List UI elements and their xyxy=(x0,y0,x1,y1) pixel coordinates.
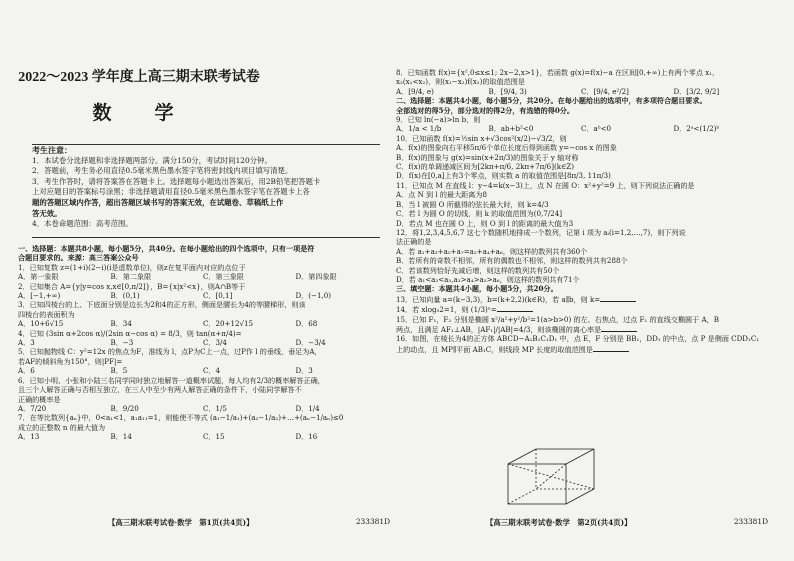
footer-text: 【高三期末联考试卷·数学 第1页(共4页)】 xyxy=(108,518,254,527)
option: D．1/4 xyxy=(295,403,320,413)
footer-text: 【高三期末联考试卷·数学 第2页(共4页)】 xyxy=(486,518,632,527)
option: B．[9/4, 3) xyxy=(488,86,527,96)
option: B．ab+b²<0 xyxy=(488,124,534,134)
question-12: 12．将1,2,3,4,5,6,7 这七个数随机地排成一个数列，记第 i 项为 aᵢ(i=1,2,…,7)，则下列说 xyxy=(396,227,686,237)
cube-edge xyxy=(566,489,594,504)
question-2-options xyxy=(18,291,388,300)
option: C．15 xyxy=(203,432,225,442)
option: A．[9/4, e) xyxy=(396,86,434,96)
option: C．1/5 xyxy=(203,403,227,413)
cube-figure xyxy=(502,446,612,508)
question-5-options xyxy=(18,366,388,375)
question-11-option: D．若点 M 也在圆 O 上，则 O 到 l 的距离的最大值为3 xyxy=(396,218,574,228)
question-10-option: A．f(x)的图象向右平移5π/6个单位长度后得到函数 y=−cos x 的图象 xyxy=(396,143,617,153)
option: D．−3/4 xyxy=(295,338,326,348)
notice-item: 2．答题前，考生务必用直径0.5毫米黑色墨水签字笔将密封线内项目填写清楚。 xyxy=(32,166,293,176)
question-4-options xyxy=(18,338,388,347)
answer-blank xyxy=(593,344,629,352)
option: C．4 xyxy=(203,366,221,376)
question-1: 1．已知复数 z=(1+i)(2−i)(i是虚数单位)，则z在复平面内对应的点位于 xyxy=(18,262,246,272)
option: C．20+12√15 xyxy=(203,319,254,329)
question-15-cont xyxy=(396,324,766,334)
question-13 xyxy=(396,294,766,304)
answer-blank xyxy=(497,304,533,312)
option: D．16 xyxy=(295,432,318,442)
option: A．1/a < 1/b xyxy=(396,124,442,134)
question-3-cont: 四棱台的表面积为 xyxy=(18,309,75,319)
question-12-option: B．若所有的奇数不相邻，所有的偶数也不相邻，则这样的数列共有288个 xyxy=(396,256,628,266)
footer-code: 233381D xyxy=(355,517,390,526)
exam-page-left xyxy=(14,48,402,533)
question-11: 11．已知点 M 在直线 l：y−4=k(x−3)上，点 N 在圆 O：x²+y²=9 上，则下列说法正确的是 xyxy=(396,180,695,190)
question-6-cont: 且三个人解答正确与否相互独立，在三人中至少有两人解答正确的条件下，小陆同学解答不 xyxy=(18,385,302,395)
question-13-text: 13．已知向量 a=(k−3,3)，b=(k+2,2)(k∈R)，若 a∥b，则 k= xyxy=(396,294,601,304)
cube-diagonal xyxy=(508,464,594,489)
option: A．3 xyxy=(18,338,35,348)
question-14 xyxy=(396,304,766,314)
question-8-options xyxy=(396,87,766,96)
question-2: 2．已知集合 A={y|y=cos x,x∈[0,π/2]}，B={x|x²<x}，则A∩B等于 xyxy=(18,281,246,291)
option: A．7/20 xyxy=(18,403,47,413)
answer-blank xyxy=(601,324,637,332)
option: A．6 xyxy=(18,366,35,376)
question-7-options xyxy=(18,432,388,441)
option: D．2ᵃ<(1/2)ᵇ xyxy=(673,124,720,134)
question-14-text: 14．若 xlog₃2=1，则 (1/3)ˣ= xyxy=(396,305,497,315)
notice-item: 4．本卷命题范围：高考范围。 xyxy=(32,219,133,229)
question-16-text: 上的动点，且 MP∥平面 AB₁C，则线段 MP 长度的取值范围是 xyxy=(396,344,593,354)
exam-page-right xyxy=(392,48,780,533)
question-6-options xyxy=(18,404,388,413)
question-16: 16．如图，在棱长为4的正方体 ABCD−A₁B₁C₁D₁ 中，点 E，F 分别是 BB₁，DD₁ 的中点，点 P 是侧面 CDD₁C₁ xyxy=(396,334,760,344)
cube-front-face xyxy=(508,464,566,504)
page-footer xyxy=(14,517,398,529)
question-12-option: D．若 a₁<a₂<a₃,a₃>a₄>a₅>a₆，则这样的数列共有71个 xyxy=(396,274,580,284)
question-11-option: C．若 l 为圆 O 的切线，则 k 的取值范围为(0,7/24] xyxy=(396,209,562,219)
question-12-option: C．若该数列恰好先减后增，则这样的数列共有50个 xyxy=(396,265,560,275)
option: D．[3/2, 9/2] xyxy=(673,86,720,96)
exam-title: 2022～2023 学年度上高三期末联考试卷 xyxy=(18,70,260,85)
question-7-cont: 成立的正整数 n 的最大值为 xyxy=(18,422,106,432)
question-10: 10．已知函数 f(x)=½sin x+√3cos²(x/2)−√3/2，则 xyxy=(396,133,567,143)
question-15-text: 两点，且满足 AF₁⊥AB，|AF₁|/|AB|=4/3，则该椭圆的离心率是 xyxy=(396,324,602,334)
option: B．9/20 xyxy=(110,403,139,413)
question-12-cont: 法正确的是 xyxy=(396,237,432,247)
option: B．−3 xyxy=(110,338,134,348)
question-16-cont xyxy=(396,344,766,354)
question-15: 15．已知 F₁，F₂ 分别是椭圆 x²/a²+y²/b²=1(a>b>0) 的左、右焦点，过点 F₁ 的直线交椭圆于 A，B xyxy=(396,314,719,324)
option: D．(−1,0) xyxy=(295,291,332,301)
option: D．第四象限 xyxy=(295,272,337,282)
notice-item: 答无效。 xyxy=(32,208,62,218)
right-page-questions xyxy=(396,68,766,354)
option: A．10+6√15 xyxy=(18,319,64,329)
notice-item: 上对应题目的答案标号涂黑；非选择题请用直径0.5毫米黑色墨水签字笔在答题卡上各 xyxy=(32,187,310,197)
question-9-options xyxy=(396,124,766,133)
question-9: 9．已知 ln(−a)>ln b，则 xyxy=(396,115,481,125)
answer-blank xyxy=(600,294,636,302)
question-10-option: D．f(x)在[0,a]上有3个零点，则实数 a 的取值范围是[8π/3, 11π/3) xyxy=(396,171,611,181)
question-5-cont: 若AF的倾斜角为150°，则|PF|= xyxy=(18,356,123,366)
notice-item: 3．考生作答时，请将答案答在答题卡上。选择题每小题选出答案后，用2B铅笔把答题卡 xyxy=(32,176,321,186)
question-4: 4．已知 (3sin α+2cos α)/(2sin α−cos α) = 8/3，则 tan(α+π/4)= xyxy=(18,328,242,338)
notice-heading: 考生注意： xyxy=(32,145,72,155)
option: C．aᵇ<0 xyxy=(581,124,612,134)
section-1-questions xyxy=(18,244,388,442)
option: B．34 xyxy=(110,319,132,329)
option: A．13 xyxy=(18,432,40,442)
question-11-option: B．当 l 被圆 O 所截得的弦长最大时，则 k=4/3 xyxy=(396,199,549,209)
exam-notice xyxy=(32,144,380,238)
option: A．第一象限 xyxy=(18,272,59,282)
section-heading: 全部选对的得5分，部分选对的得2分，有选错的得0分。 xyxy=(396,105,574,115)
question-8-cont: x₂(x₁<x₂)，则(x₁−x₂)f(x₂)的取值范围是 xyxy=(396,77,525,87)
option: B．5 xyxy=(110,366,128,376)
option: D．68 xyxy=(295,319,318,329)
page-footer xyxy=(392,517,776,529)
footer-code: 233381D xyxy=(733,517,768,526)
question-6-cont: 正确的概率是 xyxy=(18,394,61,404)
option: B．14 xyxy=(110,432,132,442)
question-3-options xyxy=(18,319,388,328)
question-1-options xyxy=(18,272,388,281)
subject-title: 数 学 xyxy=(92,103,186,124)
cube-hidden-edge xyxy=(508,489,536,504)
question-10-option: C．f(x)的单调递减区间为[2kπ+π/6, 2kπ+7π/6](k∈Z) xyxy=(396,162,574,172)
option: C．第三象限 xyxy=(203,272,244,282)
question-12-option: A．若 a₁+a₃+a₅+a₇=a₂+a₄+a₆，则这样的数列共有360个 xyxy=(396,246,588,256)
question-7: 7．在等比数列{aₙ}中，0<a₁<1，a₁a₁₁=1，则能使不等式 (a₁−1/a₁)+(a₂−1/a₂)+…+(aₙ−1/aₙ)≤0 xyxy=(18,413,344,423)
option: C．[0,1] xyxy=(203,291,233,301)
option: B．第二象限 xyxy=(110,272,152,282)
section-heading: 合题目要求的。来源：高三答案公众号 xyxy=(18,253,139,263)
cube-edge xyxy=(508,449,536,464)
section-heading: 二、选择题：本题共4小题，每小题5分，共20分。在每小题给出的选项中，有多项符合题目要求。 xyxy=(396,96,707,106)
notice-item: 1．本试卷分选择题和非选择题两部分。满分150分，考试时间120分钟。 xyxy=(32,155,272,165)
option: C．[9/4, e²/2] xyxy=(581,86,629,96)
question-6: 6．已知小明、小张和小陆三名同学同时独立地解答一道概率试题，每人均有2/3的概率解答正确， xyxy=(18,375,325,385)
question-10-option: B．f(x)的图象与 g(x)=sin(x+2π/3)的图象关于 y 轴对称 xyxy=(396,152,579,162)
question-8: 8．已知函数 f(x)={x²,0≤x≤1; 2x−2,x>1}，若函数 g(x)=f(x)−a 在区间[0,+∞)上有两个零点 x₁， xyxy=(396,68,720,77)
option: C．3/4 xyxy=(203,338,227,348)
section-heading: 三、填空题：本题共4小题，每小题5分，共20分。 xyxy=(396,284,558,294)
option: D．3 xyxy=(295,366,313,376)
section-heading: 一、选择题：本题共8小题，每小题5分，共40分。在每小题给出的四个选项中，只有一项是符 xyxy=(18,244,315,253)
notice-item: 题的答题区域内作答，超出答题区域书写的答案无效，在试题卷、草稿纸上作 xyxy=(32,197,284,207)
question-3: 3．已知四棱台的上、下底面分别是边长为2和4的正方形，侧面是腰长为4的等腰梯形，则该 xyxy=(18,300,306,310)
cube-edge xyxy=(566,449,594,464)
question-5: 5．已知抛物线 C：y²=12x 的焦点为F，准线为 l，点P为C上一点，过P作 l 的垂线，垂足为A， xyxy=(18,347,322,357)
question-11-option: A．点 N 到 l 的最大距离为8 xyxy=(396,190,487,200)
option: B．(0,1) xyxy=(110,291,140,301)
option: A．[−1,+∞) xyxy=(18,291,61,301)
